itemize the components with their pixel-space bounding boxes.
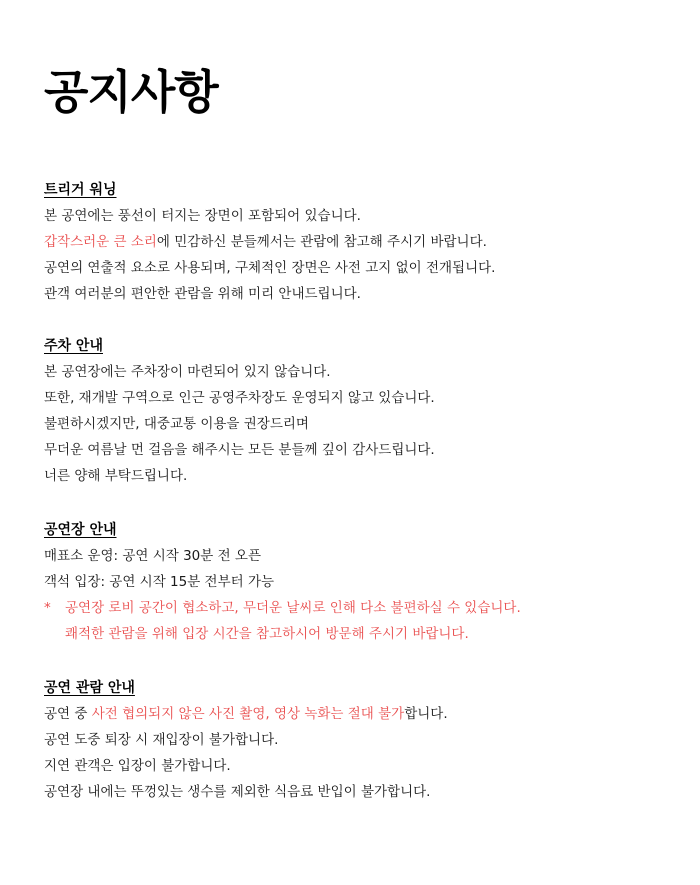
arrival-notice-line: 쾌적한 관람을 위해 입장 시간을 참고하시어 방문해 주시기 바랍니다. xyxy=(65,626,469,642)
parking-section xyxy=(44,333,684,489)
venue-heading: 공연장 안내 xyxy=(44,522,117,538)
lobby-notice-line xyxy=(44,595,684,621)
lobby-notice-text: 공연장 로비 공간이 협소하고, 무더운 날씨로 인해 다소 불편하실 수 있습니다. xyxy=(65,600,521,616)
parking-heading: 주차 안내 xyxy=(44,338,103,354)
viewing-line-4: 공연장 내에는 뚜껑있는 생수를 제외한 식음료 반입이 불가합니다. xyxy=(44,784,431,800)
trigger-loud-sound-highlight: 갑작스러운 큰 소리 xyxy=(44,234,157,250)
ticket-office-line: 매표소 운영: 공연 시작 30분 전 오픈 xyxy=(44,548,262,564)
parking-line-3: 불편하시겠지만, 대중교통 이용을 권장드리며 xyxy=(44,416,309,432)
viewing-line-3: 지연 관객은 입장이 불가합니다. xyxy=(44,758,231,774)
parking-line-1: 본 공연장에는 주차장이 마련되어 있지 않습니다. xyxy=(44,364,331,380)
viewing-section xyxy=(44,675,684,805)
parking-line-2: 또한, 재개발 구역으로 인근 공영주차장도 운영되지 않고 있습니다. xyxy=(44,390,435,406)
seat-entry-line: 객석 입장: 공연 시작 15분 전부터 가능 xyxy=(44,574,275,590)
trigger-line-1: 본 공연에는 풍선이 터지는 장면이 포함되어 있습니다. xyxy=(44,208,361,224)
photo-ban-highlight: 사전 협의되지 않은 사진 촬영, 영상 녹화는 절대 불가 xyxy=(91,706,405,722)
asterisk-icon: * xyxy=(44,600,51,616)
trigger-line-4: 관객 여러분의 편안한 관람을 위해 미리 안내드립니다. xyxy=(44,286,361,302)
viewing-heading: 공연 관람 안내 xyxy=(44,680,135,696)
viewing-line-2: 공연 도중 퇴장 시 재입장이 불가합니다. xyxy=(44,732,279,748)
parking-line-4: 무더운 여름날 먼 걸음을 해주시는 모든 분들께 깊이 감사드립니다. xyxy=(44,442,435,458)
parking-line-5: 너른 양해 부탁드립니다. xyxy=(44,468,188,484)
viewing-line-1-prefix: 공연 중 xyxy=(44,706,92,722)
trigger-line-2 xyxy=(44,229,684,255)
viewing-line-1-suffix: 합니다. xyxy=(404,706,448,722)
trigger-line-2-rest: 에 민감하신 분들께서는 관람에 참고해 주시기 바랍니다. xyxy=(156,234,487,250)
venue-section xyxy=(44,517,684,647)
page-title: 공지사항 xyxy=(44,65,218,119)
trigger-line-3: 공연의 연출적 요소로 사용되며, 구체적인 장면은 사전 고지 없이 전개됩니다. xyxy=(44,260,496,276)
viewing-line-1 xyxy=(44,701,684,727)
trigger-warning-heading: 트리거 워닝 xyxy=(44,182,117,198)
trigger-warning-section xyxy=(44,177,684,307)
